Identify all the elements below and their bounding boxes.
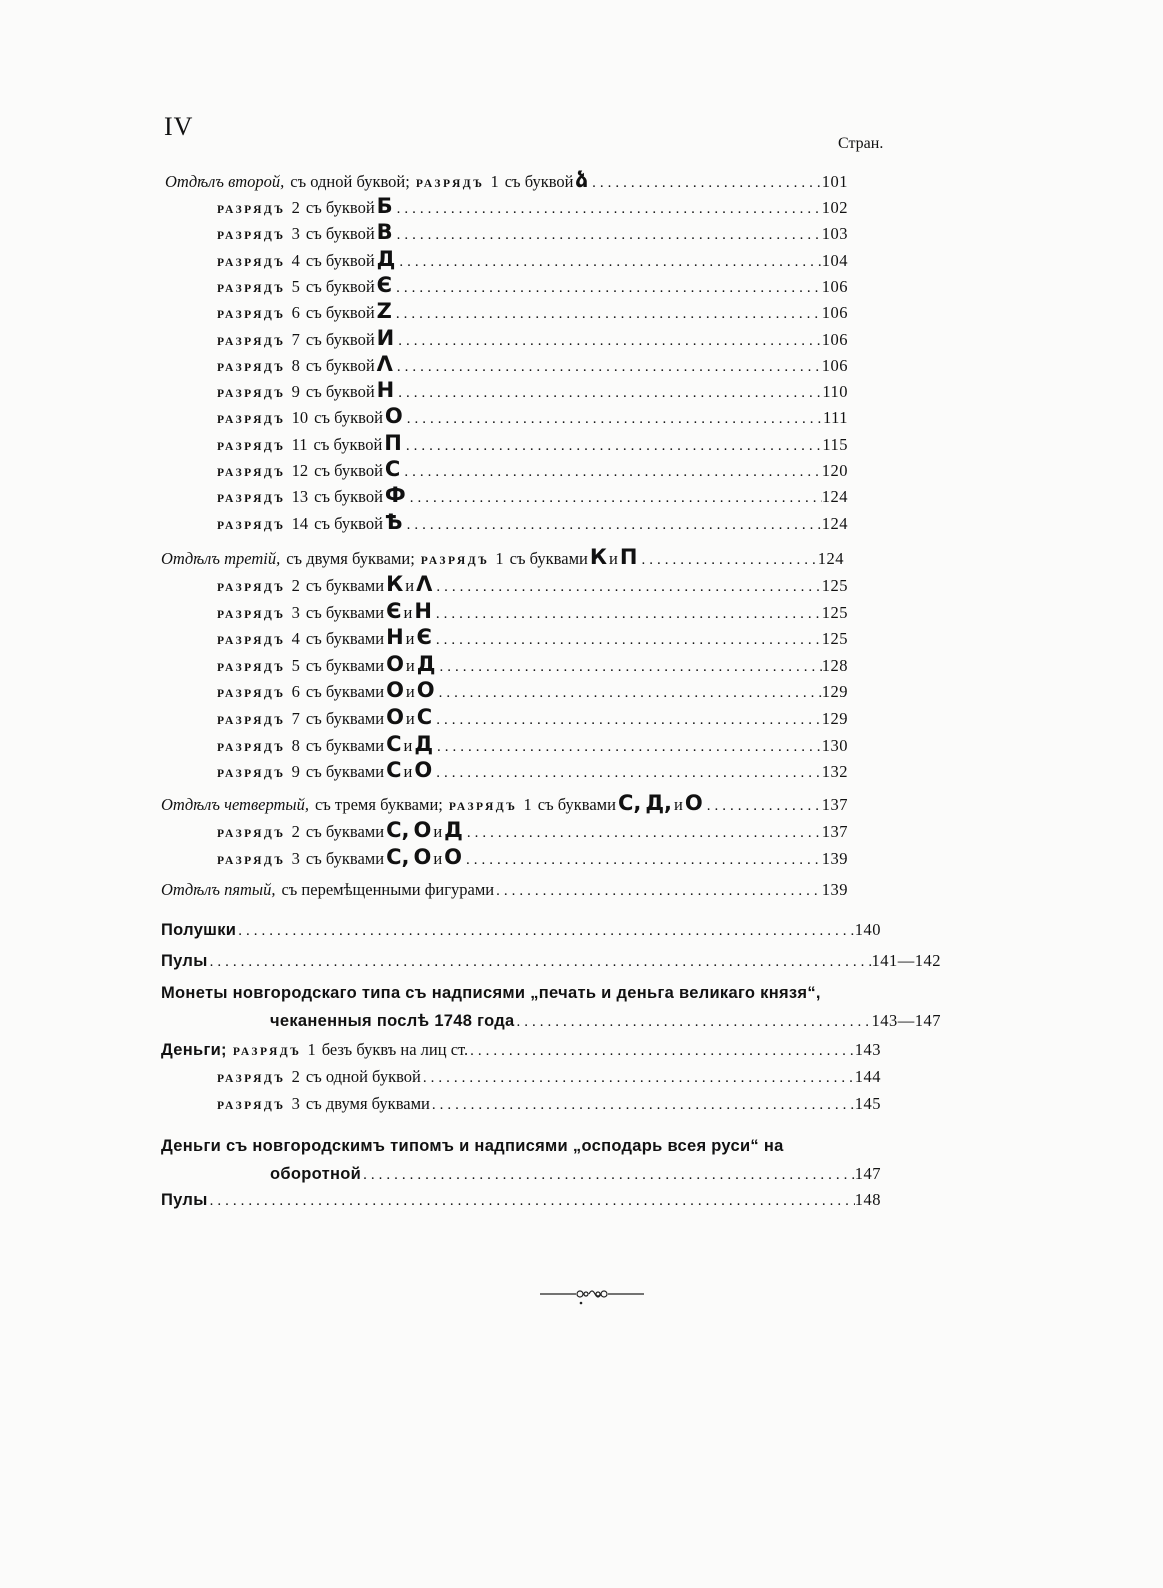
category-word: РАЗРЯДЪ (217, 1073, 286, 1085)
letter-glyph: В (376, 220, 393, 245)
page-number: IV (164, 112, 194, 141)
category-number: 3 (291, 1093, 300, 1113)
leader-dots (405, 411, 823, 428)
letter-glyph: Є (416, 625, 432, 650)
letter-phrase: съ буквой (504, 172, 574, 191)
category-number: 1 (307, 1040, 316, 1059)
leader-dots (705, 798, 822, 815)
letter-phrase: съ буквами (305, 655, 385, 675)
category-number: 8 (291, 355, 300, 375)
letter-glyph: Λ (416, 572, 433, 596)
page-ref: 129 (821, 709, 848, 728)
letter-glyph: Д (416, 651, 436, 676)
toc-entry (217, 299, 848, 323)
entry-lead (217, 326, 396, 350)
category-word: РАЗРЯДЪ (217, 608, 286, 621)
category-number: 2 (291, 198, 300, 217)
category-word: РАЗРЯДЪ (217, 661, 286, 674)
letter-glyph: О (384, 404, 403, 429)
toc-entry (161, 1190, 881, 1214)
letter-phrase: съ буквами (509, 549, 588, 568)
leader-dots (434, 606, 822, 623)
letter-glyph: Ѣ (384, 509, 403, 534)
page-ref: 125 (821, 629, 848, 649)
letter-phrase: съ буквами (305, 848, 385, 868)
category-number: 9 (291, 382, 300, 402)
letter-glyph: О (414, 758, 433, 783)
category-number: 6 (291, 303, 300, 323)
category-word: РАЗРЯДЪ (217, 828, 286, 840)
toc-entry (217, 483, 848, 507)
section-desc: съ перемѣщенными фигурами (281, 880, 495, 899)
toc-entry (217, 1067, 881, 1091)
entry-lead (217, 705, 434, 729)
category-word: РАЗРЯДЪ (217, 635, 286, 648)
leader-dots (394, 280, 822, 297)
leader-dots (494, 883, 822, 900)
letter-glyph: Н (376, 378, 395, 403)
page-ref: 103 (821, 224, 848, 244)
entry-lead (217, 625, 434, 649)
letter-glyph: О (386, 651, 404, 676)
entry-title: Пулы (161, 1191, 208, 1209)
leader-dots (434, 632, 822, 649)
entry-title: Деньги; (161, 1041, 227, 1059)
letter-phrase: съ буквами (305, 709, 385, 728)
letter-glyph: Ф (384, 483, 406, 508)
letter-phrase: съ буквой (305, 329, 375, 349)
page-ref: 132 (821, 762, 848, 782)
page-ref: 147 (854, 1164, 881, 1183)
toc-entry (161, 951, 941, 975)
category-word: РАЗРЯДЪ (415, 178, 485, 190)
toc-entry (165, 168, 848, 192)
leader-dots (434, 712, 822, 729)
letter-glyph: Є (386, 598, 402, 623)
letter-glyph: О (444, 844, 463, 869)
toc-entry (161, 545, 844, 569)
page-ref: 140 (854, 920, 881, 939)
letter-phrase: съ буквой (305, 355, 375, 375)
category-number: 5 (291, 276, 300, 296)
toc-entry (161, 1040, 881, 1064)
page-ref: 144 (854, 1067, 881, 1086)
toc-entry (217, 599, 848, 623)
page-ref: 139 (821, 880, 848, 899)
category-word: РАЗРЯДЪ (217, 688, 286, 701)
conjunction: и (609, 549, 618, 568)
leader-dots (395, 227, 822, 244)
toc-entry (217, 457, 848, 481)
page-ref: 106 (821, 276, 848, 296)
category-number: 3 (291, 602, 300, 622)
letter-phrase: съ буквой (314, 513, 383, 533)
letter-phrase: съ буквами (305, 629, 385, 649)
page-ref: 129 (821, 682, 848, 702)
letter-phrase: съ буквой (314, 408, 383, 428)
letter-glyph: Н (386, 625, 404, 650)
entry-lead (217, 378, 396, 402)
category-word: РАЗРЯДЪ (232, 1046, 302, 1058)
toc-entry (270, 1011, 941, 1035)
category-number: 2 (291, 822, 300, 841)
section-title: Отдѣлъ четвертый, (161, 795, 309, 814)
letter-glyph: Б (376, 194, 393, 218)
page-ref: 137 (821, 822, 848, 841)
toc-entry (217, 510, 848, 534)
letter-glyph: Λ (376, 351, 393, 376)
toc-entry (217, 845, 848, 869)
conjunction: и (405, 576, 415, 595)
category-number: 3 (291, 848, 300, 868)
leader-dots (396, 385, 822, 402)
letter-phrase: съ буквой (305, 250, 375, 270)
category-number: 4 (291, 250, 300, 270)
page-ref: 125 (821, 602, 848, 622)
leader-dots (394, 306, 822, 323)
leader-dots (468, 1043, 855, 1060)
entry-lead (217, 220, 395, 244)
toc-entry (217, 273, 848, 297)
category-number: 6 (291, 682, 300, 702)
category-word: РАЗРЯДЪ (420, 555, 490, 567)
section-title: Отдѣлъ второй, (165, 172, 285, 191)
leader-dots (515, 1014, 872, 1031)
leader-dots (236, 923, 855, 940)
category-word: РАЗРЯДЪ (217, 230, 286, 243)
toc-entry (161, 791, 848, 815)
entry-title: Монеты новгородскаго типа съ надписями „печать и деньга великаго князя“, (161, 984, 821, 1002)
page-ref: 125 (821, 576, 848, 595)
page-ref: 141—142 (871, 951, 941, 970)
category-word: РАЗРЯДЪ (217, 1099, 286, 1112)
category-number: 1 (495, 549, 504, 568)
letter-glyph: Ζ (376, 299, 392, 324)
category-word: РАЗРЯДЪ (217, 204, 286, 216)
toc-entry (217, 705, 848, 729)
letter-glyph: О (386, 678, 404, 703)
letter-glyph: Д (376, 246, 396, 271)
toc-entry (217, 220, 848, 244)
letter-glyph: К (386, 572, 404, 596)
toc-entry (217, 732, 848, 756)
leader-dots (395, 359, 822, 376)
letter-phrase: съ буквами (305, 682, 385, 702)
letter-glyph: Д (444, 818, 463, 842)
category-word: РАЗРЯДЪ (217, 440, 286, 453)
page-ref: 143 (854, 1040, 881, 1059)
leader-dots (437, 659, 821, 676)
category-word: РАЗРЯДЪ (217, 256, 286, 269)
letter-glyph: П (619, 545, 638, 569)
toc-entry (217, 1094, 881, 1118)
leader-dots (208, 954, 872, 971)
section-title: Отдѣлъ пятый, (161, 880, 276, 899)
letter-glyph: С, (386, 818, 410, 842)
category-word: РАЗРЯДЪ (217, 582, 286, 594)
leader-dots (434, 579, 821, 596)
letter-glyph: О (413, 844, 432, 869)
section-desc: съ тремя буквами; (314, 795, 443, 814)
page-ref: 124 (821, 487, 848, 507)
pages-column-header: Стран. (838, 135, 884, 152)
leader-dots (465, 825, 822, 842)
category-word: РАЗРЯДЪ (217, 467, 286, 479)
conjunction: и (403, 602, 413, 622)
letter-phrase: съ буквами (305, 576, 385, 595)
category-number: 2 (291, 576, 300, 595)
category-number: 7 (291, 709, 300, 728)
category-word: РАЗРЯДЪ (217, 741, 286, 754)
conjunction: и (405, 629, 415, 649)
letter-phrase: съ буквой (305, 303, 375, 323)
category-desc: съ двумя буквами (305, 1093, 430, 1113)
leader-dots (435, 739, 822, 756)
page-ref: 106 (821, 303, 848, 323)
letter-glyph: О (386, 705, 404, 729)
entry-lead (217, 299, 394, 323)
letter-phrase: съ буквами (305, 762, 385, 782)
page-ref: 102 (821, 198, 848, 217)
letter-glyph: К (589, 545, 608, 569)
leader-dots (430, 1097, 855, 1114)
entry-lead (217, 818, 465, 842)
page-ref: 137 (821, 795, 848, 814)
page-ref: 145 (854, 1093, 881, 1113)
category-word: РАЗРЯДЪ (217, 414, 286, 427)
conjunction: и (405, 682, 415, 702)
category-word: РАЗРЯДЪ (448, 801, 518, 813)
section-desc: съ одной буквой; (290, 172, 410, 191)
toc-entry (217, 247, 848, 271)
category-desc: безъ буквъ на лиц ст. (321, 1040, 469, 1059)
page-ref: 120 (821, 461, 848, 480)
end-ornament (540, 1282, 644, 1312)
leader-dots (421, 1070, 855, 1087)
leader-dots (437, 685, 822, 702)
conjunction: и (674, 795, 683, 814)
entry-lead (217, 510, 405, 534)
toc-entry (217, 352, 848, 376)
letter-glyph: Д (414, 731, 434, 756)
letter-glyph: ձ (575, 168, 589, 192)
category-number: 13 (291, 487, 309, 507)
letter-glyph: С (386, 731, 402, 756)
section-desc: съ двумя буквами; (286, 549, 415, 568)
entry-title: Пулы (161, 952, 208, 970)
category-number: 7 (291, 329, 300, 349)
entry-lead (217, 678, 437, 702)
entry-lead (217, 732, 435, 756)
toc-entry (217, 625, 848, 649)
leader-dots (464, 852, 822, 869)
leader-dots (361, 1167, 855, 1184)
entry-lead (217, 572, 434, 596)
category-word: РАЗРЯДЪ (217, 388, 286, 401)
leader-dots (639, 552, 817, 569)
category-number: 3 (291, 224, 300, 244)
category-number: 5 (291, 655, 300, 675)
entry-lead (217, 1067, 421, 1087)
conjunction: и (433, 822, 443, 841)
category-number: 1 (523, 795, 532, 814)
category-number: 8 (291, 735, 300, 755)
entry-lead (217, 599, 434, 623)
category-word: РАЗРЯДЪ (217, 493, 286, 506)
letter-glyph: С (416, 705, 433, 729)
entry-lead (217, 352, 395, 376)
entry-title: Деньги съ новгородскимъ типомъ и надписями „осподарь всея руси“ на (161, 1137, 784, 1155)
letter-phrase: съ буквами (305, 822, 385, 841)
category-desc: съ одной буквой (305, 1067, 421, 1086)
entry-lead (217, 431, 404, 455)
entry-lead (217, 273, 394, 297)
leader-dots (590, 175, 822, 192)
category-number: 4 (291, 629, 300, 649)
category-number: 2 (291, 1067, 300, 1086)
toc-entry (217, 652, 848, 676)
letter-phrase: съ буквами (305, 735, 385, 755)
category-word: РАЗРЯДЪ (217, 309, 286, 322)
entry-lead (217, 758, 434, 782)
entry-title: Полушки (161, 921, 237, 939)
category-word: РАЗРЯДЪ (217, 854, 286, 867)
conjunction: и (433, 848, 443, 868)
toc-entry (217, 431, 848, 455)
category-number: 14 (291, 513, 309, 533)
page-ref: 106 (821, 329, 848, 349)
page-ref: 110 (822, 382, 848, 402)
page-ref: 104 (821, 250, 848, 270)
category-word: РАЗРЯДЪ (217, 715, 286, 727)
category-word: РАЗРЯДЪ (217, 335, 286, 348)
letter-phrase: съ буквами (537, 795, 616, 814)
page-ref: 101 (821, 172, 848, 191)
toc-entry (217, 326, 848, 350)
letter-glyph: П (384, 430, 402, 455)
leader-dots (404, 438, 822, 455)
entry-title-cont: оборотной (270, 1165, 362, 1183)
letter-phrase: съ буквой (305, 224, 375, 244)
letter-glyph: С, (386, 844, 410, 869)
letter-phrase: съ буквой (305, 198, 375, 217)
leader-dots (405, 517, 822, 534)
letter-phrase: съ буквой (305, 276, 375, 296)
leader-dots (208, 1193, 855, 1210)
toc-entry (217, 572, 848, 596)
conjunction: и (405, 655, 415, 675)
letter-phrase: съ буквой (305, 382, 375, 402)
entry-lead (217, 457, 402, 481)
letter-glyph: Є (376, 272, 393, 297)
toc-entry (217, 194, 848, 218)
page-ref: 111 (822, 408, 848, 428)
category-word: РАЗРЯДЪ (217, 361, 286, 374)
letter-phrase: съ буквой (314, 487, 383, 507)
entry-lead (217, 404, 405, 428)
category-number: 10 (291, 408, 309, 428)
letter-glyph: С (384, 457, 401, 481)
toc-entry (161, 920, 881, 944)
category-word: РАЗРЯДЪ (217, 282, 286, 295)
toc-entry (217, 678, 848, 702)
entry-lead (217, 483, 408, 507)
conjunction: и (405, 709, 415, 728)
entry-lead (217, 652, 437, 676)
leader-dots (395, 201, 822, 218)
leader-dots (396, 333, 822, 350)
letter-glyph: С, (617, 791, 642, 815)
page-ref: 124 (817, 549, 844, 568)
entry-lead (217, 1094, 430, 1114)
leader-dots (397, 254, 821, 271)
letter-glyph: Н (414, 598, 432, 623)
page-ref: 124 (821, 513, 848, 533)
letter-glyph: И (376, 325, 395, 350)
category-number: 1 (490, 172, 499, 191)
letter-glyph: С (386, 758, 402, 783)
page-ref: 106 (821, 355, 848, 375)
toc-entry (217, 758, 848, 782)
category-word: РАЗРЯДЪ (217, 768, 286, 781)
category-word: РАЗРЯДЪ (217, 519, 286, 532)
letter-glyph: О (416, 678, 435, 703)
leader-dots (408, 490, 822, 507)
category-number: 11 (291, 434, 308, 454)
entry-title-cont: чеканенныя послѣ 1748 года (270, 1012, 515, 1030)
toc-entry (270, 1164, 881, 1188)
letter-phrase: съ буквой (314, 461, 383, 480)
entry-lead (217, 247, 397, 271)
page-ref: 128 (821, 655, 848, 675)
entry-lead (217, 194, 395, 218)
toc-entry (217, 818, 848, 842)
page-ref: 143—147 (871, 1011, 941, 1030)
category-number: 12 (291, 461, 309, 480)
conjunction: и (403, 735, 413, 755)
leader-dots (434, 765, 822, 782)
letter-phrase: съ буквой (313, 434, 383, 454)
letter-glyph: О (684, 791, 703, 815)
conjunction: и (403, 762, 413, 782)
letter-glyph: О (413, 818, 432, 842)
page-ref: 148 (854, 1190, 881, 1209)
letter-phrase: съ буквами (305, 602, 385, 622)
page-ref: 139 (821, 848, 848, 868)
category-number: 9 (291, 762, 300, 782)
entry-lead (217, 845, 464, 869)
section-title: Отдѣлъ третій, (161, 549, 281, 568)
toc-entry (217, 378, 848, 402)
toc-entry (217, 404, 848, 428)
leader-dots (402, 464, 821, 481)
letter-glyph: Д, (645, 791, 673, 815)
toc-entry (161, 880, 848, 904)
page-ref: 130 (821, 735, 848, 755)
page-ref: 115 (822, 434, 848, 454)
